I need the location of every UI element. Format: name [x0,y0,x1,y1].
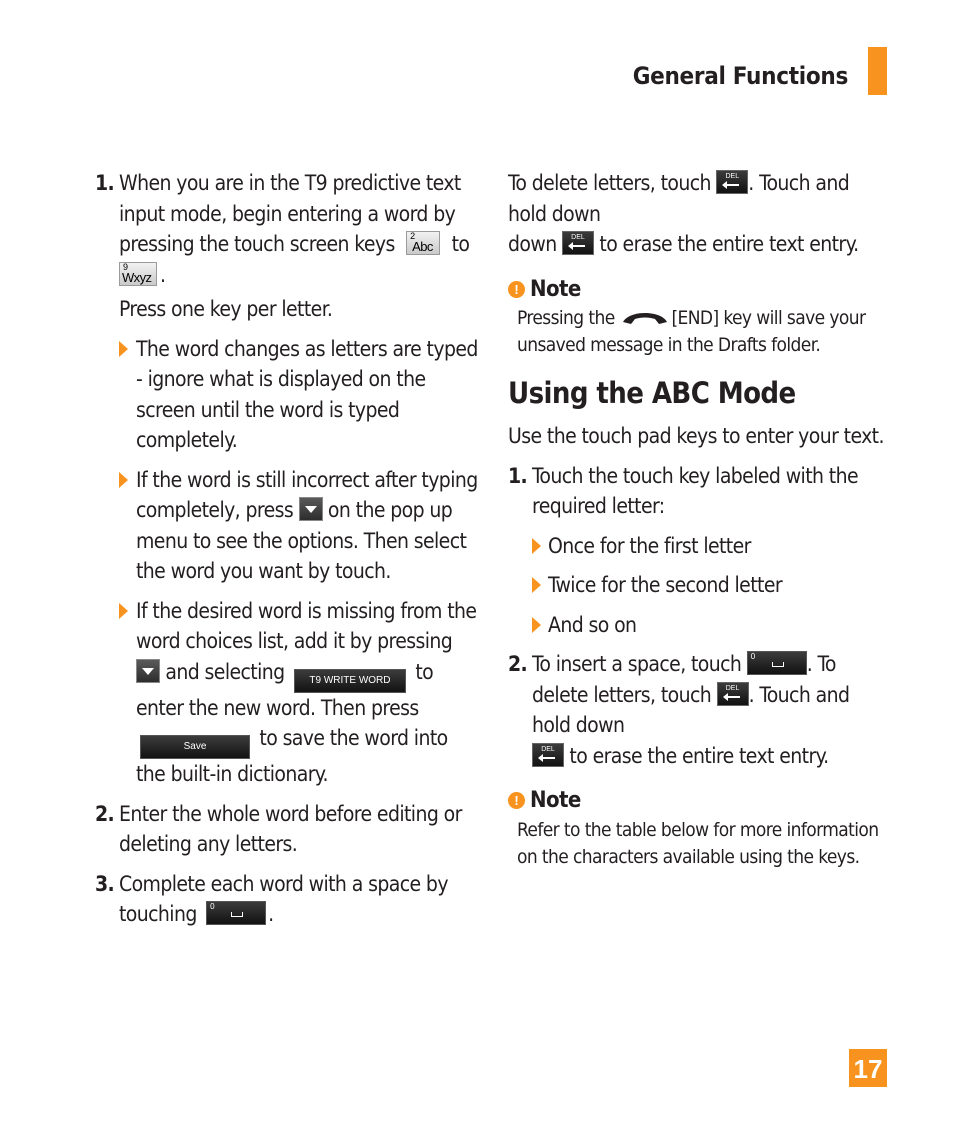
delete-key-icon: DEL [717,682,749,706]
bullet-item: Twice for the second letter [532,570,888,601]
step-1 [95,168,479,290]
delete-instructions: To delete letters, touch DEL . Touch and hold down down DEL to erase the entire text entry. [508,171,859,256]
section-header: General Functions [632,62,848,90]
bullet-2: If the word is still incorrect after typing completely, press on the pop up menu to see the options. Then select the word you want by touch. [119,465,479,587]
step-text: When you are in the T9 predictive text input mode, begin entering a word by pressing the touch screen keys [119,171,461,256]
step-2: 2. Enter the whole word before editing or deleting any letters. [119,799,479,860]
bullet-item: Once for the first letter [532,531,888,562]
abc-intro: Use the touch pad keys to enter your text. [508,424,884,448]
step-number: 2. [508,652,528,676]
note-2: ! Note Refer to the table below for more information on the characters available using the keys. [508,785,888,871]
bullet-arrow-icon [119,472,128,488]
delete-key-icon: DEL [532,743,564,767]
dropdown-key-icon [136,659,160,683]
step-number: 3. [95,871,115,896]
bullet-1: The word changes as letters are typed - ignore what is displayed on the screen until the word is typed completely. [119,334,479,456]
note-title: Note [530,276,581,302]
delete-key-icon: DEL [716,170,748,194]
bullet-3: If the desired word is missing from the word choices list, add it by pressing and selecting T9 WRITE WORD to enter the new word. Then press Save to save the word into the built-in dictionary. [119,596,479,790]
warning-icon: ! [508,792,525,809]
bullet-item: And so on [532,610,888,641]
t9-write-word-key: T9 WRITE WORD [294,669,406,693]
dropdown-key-icon [299,497,323,521]
left-column [95,168,479,930]
header-accent-bar [868,47,887,95]
page-number-badge: 17 [849,1049,887,1087]
bullet-arrow-icon [532,538,541,554]
bullet-arrow-icon [119,341,128,357]
abc-key-icon: 2 Abc [406,231,440,255]
step-3: 3. Complete each word with a space by touching 0 . [119,869,479,930]
step-number: 2. [95,801,115,826]
bullet-arrow-icon [532,617,541,633]
period: . [160,262,166,287]
space-key-icon: 0 [747,651,807,675]
wxyz-key-icon: 9 Wxyz [119,262,157,286]
save-key: Save [140,735,250,759]
bullet-arrow-icon [119,603,128,619]
abc-bullets [508,531,888,641]
abc-step-1: 1. Touch the touch key labeled with the required letter: [508,461,888,522]
step-number: 1. [95,171,115,195]
note-1: ! Note Pressing the [END] key will save your unsaved message in the Drafts folder. [508,274,888,360]
space-key-icon: 0 [206,901,266,925]
bullet-arrow-icon [532,577,541,593]
warning-icon: ! [508,281,525,298]
note-title: Note [530,788,581,813]
step-1-sub: Press one key per letter. [119,297,333,321]
right-column [508,168,888,871]
end-call-icon [619,308,671,328]
section-title: Using the ABC Mode [508,376,796,410]
step-text-to: to [451,232,470,256]
step-number: 1. [508,463,528,488]
delete-key-icon: DEL [562,231,594,255]
abc-step-2: 2. To insert a space, touch 0 . To delete letters, touch DEL . Touch and hold down DEL to erase the entire text entry. [508,649,888,771]
